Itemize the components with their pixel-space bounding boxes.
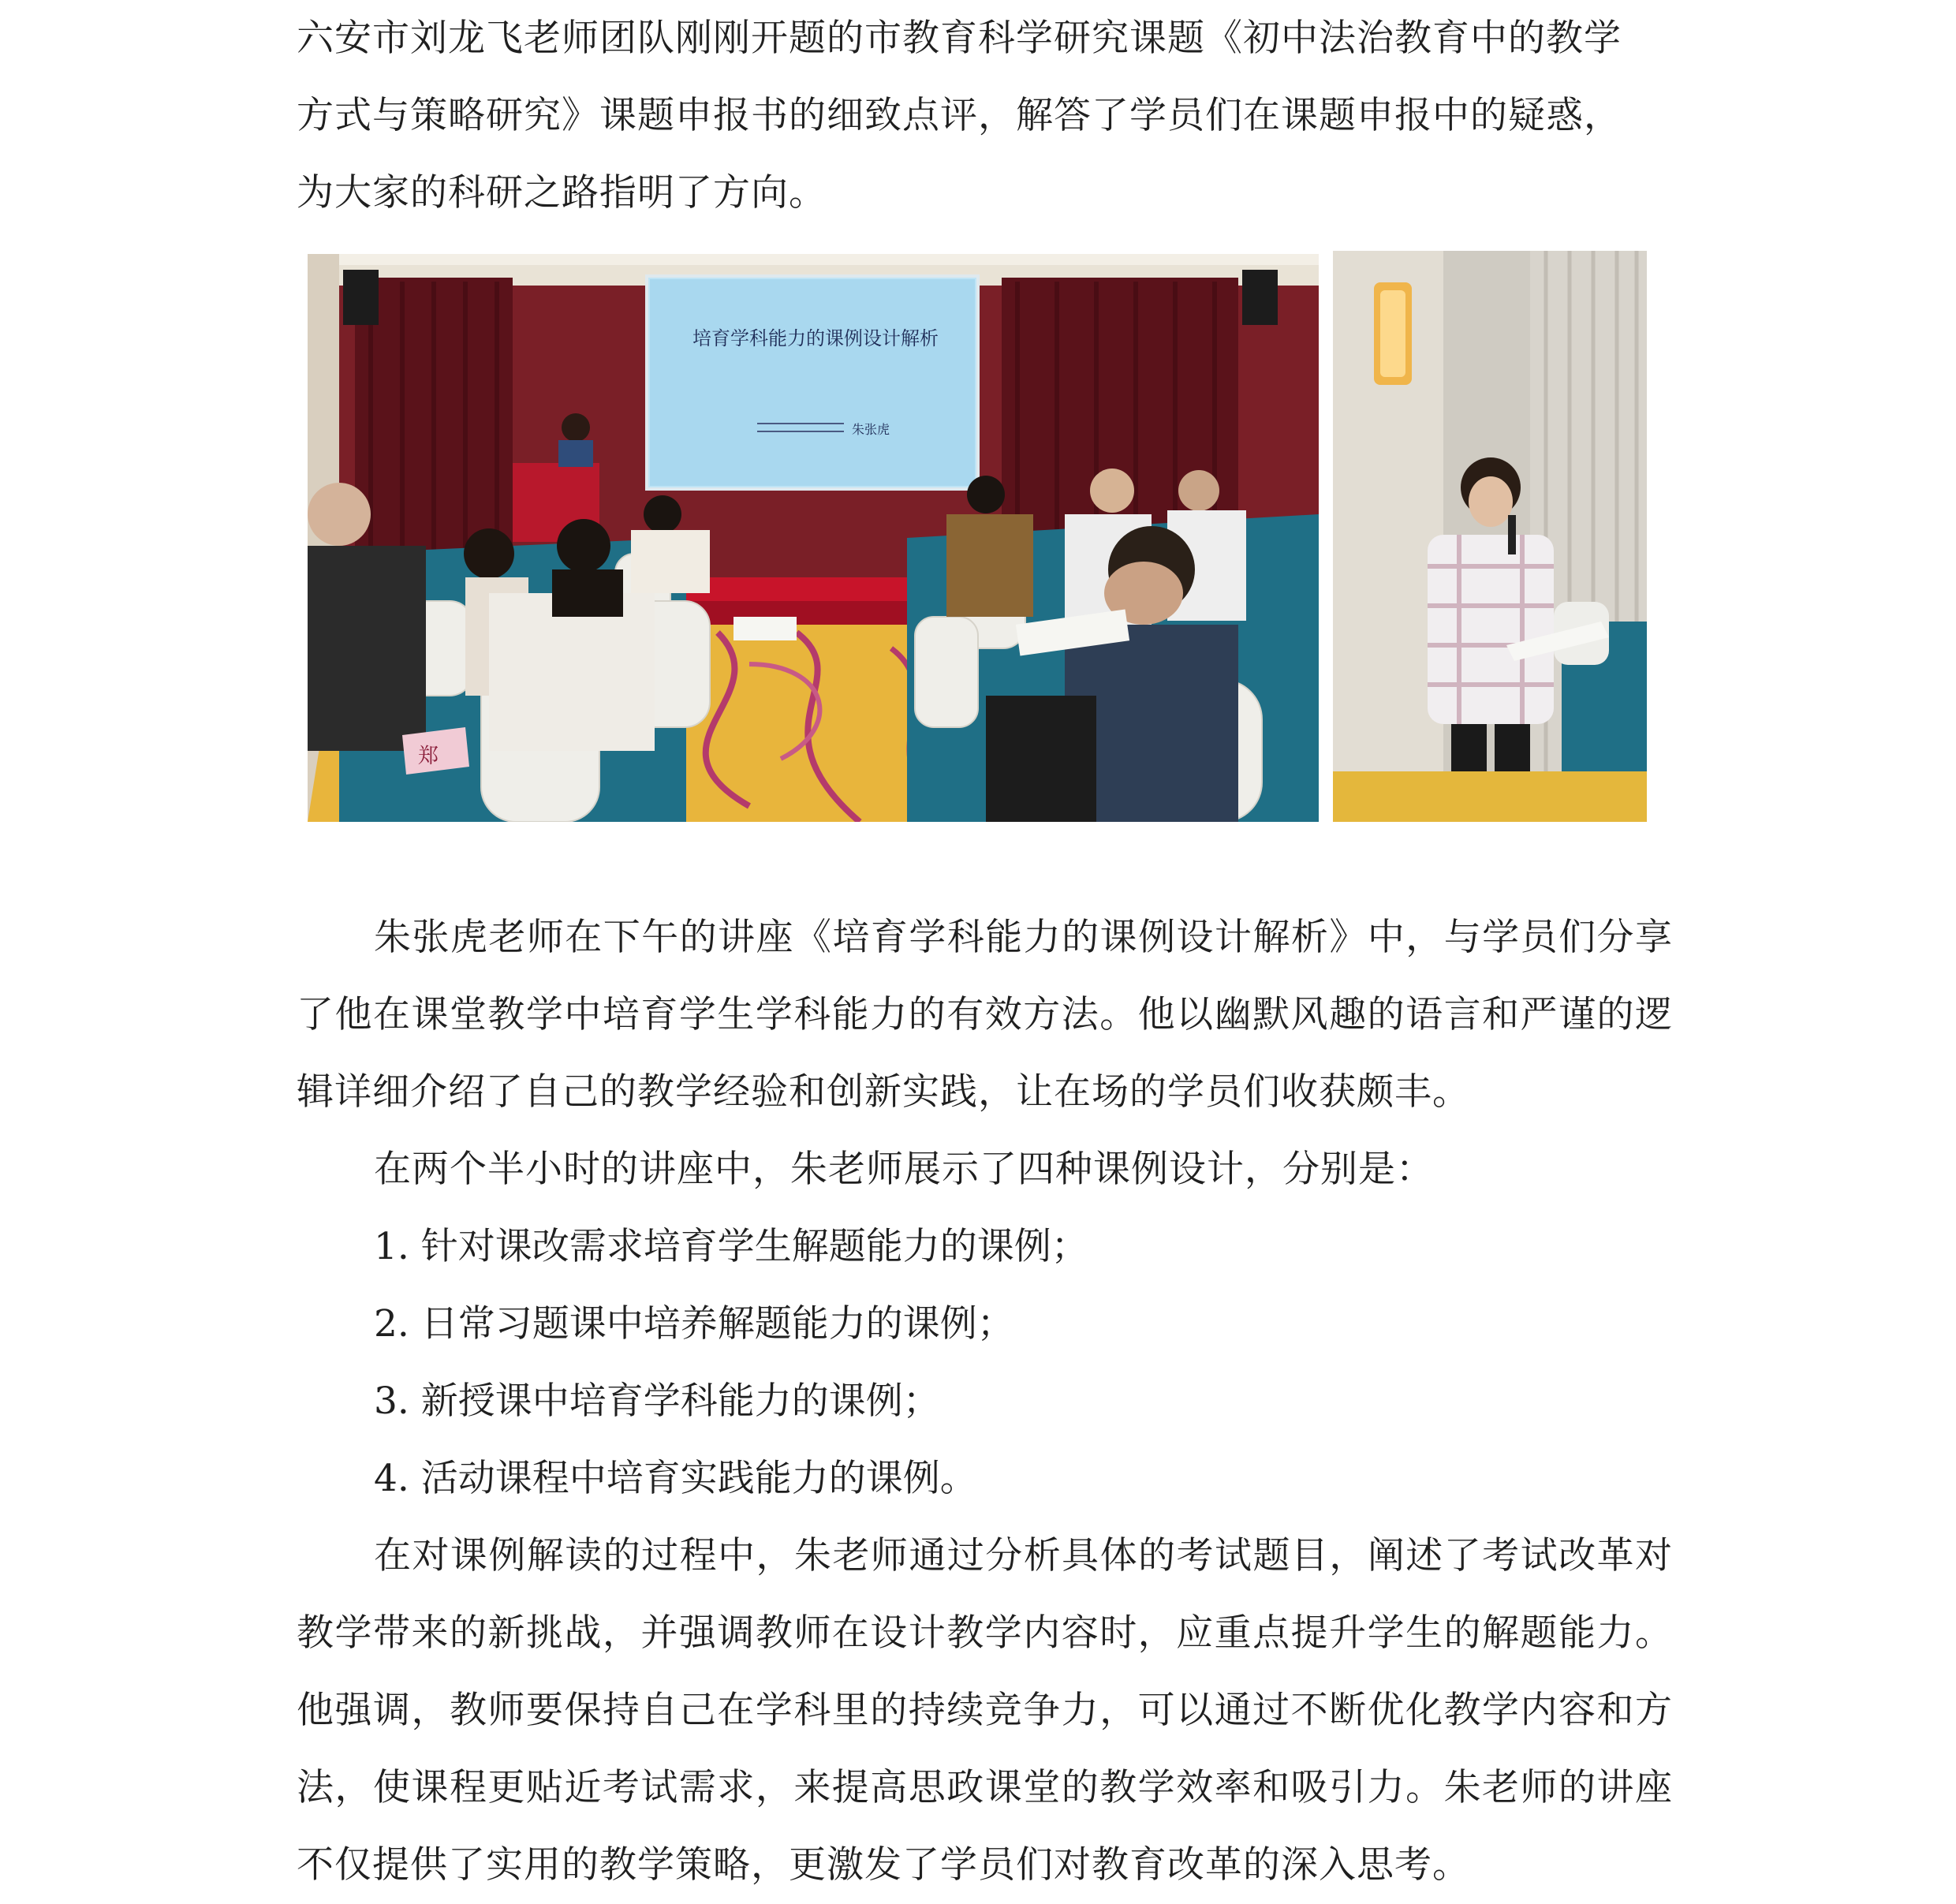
- speaker-photo: [1333, 251, 1647, 822]
- paragraph-intro-line-2: 方式与策略研究》课题申报书的细致点评，解答了学员们在课题申报中的疑惑，: [297, 94, 1622, 137]
- paragraph-lecture-summary: 朱张虎老师在下午的讲座《培育学科能力的课例设计解析》中，与学员们分享了他在课堂教学中培育学生学科能力的有效方法。他以幽默风趣的语言和严谨的逻辑详细介绍了自己的教学经验和创新实践，让在场的学员们收获颇丰。: [297, 916, 1673, 1114]
- lecture-hall-photo: [308, 254, 1319, 822]
- list-item-1: 1. 针对课改需求培育学生解题能力的课例；: [374, 1225, 1088, 1268]
- list-item-2: 2. 日常习题课中培养解题能力的课例；: [374, 1302, 1014, 1346]
- paragraph-list-intro: 在两个半小时的讲座中，朱老师展示了四种课例设计，分别是：: [374, 1148, 1434, 1191]
- list-item-3: 3. 新授课中培育学科能力的课例；: [374, 1379, 940, 1423]
- name-card-text: 郑: [418, 745, 439, 768]
- paragraph-intro-line-3: 为大家的科研之路指明了方向。: [297, 171, 827, 215]
- slide-author: 朱张虎: [852, 422, 890, 437]
- list-item-4: 4. 活动课程中培育实践能力的课例。: [374, 1457, 977, 1500]
- paragraph-intro-line-1: 六安市刘龙飞老师团队刚刚开题的市教育科学研究课题《初中法治教育中的教学: [297, 17, 1622, 60]
- paragraph-lecture-analysis: 在对课例解读的过程中，朱老师通过分析具体的考试题目，阐述了考试改革对教学带来的新挑战，并强调教师在设计教学内容时，应重点提升学生的解题能力。他强调，教师要保持自己在学科里的持续竞争力，可以通过不断优化教学内容和方法，使课程更贴近考试需求，来提高思政课堂的教学效率和吸引力。朱老师的讲座不仅提供了实用的教学策略，更激发了学员们对教育改革的深入思考。: [297, 1534, 1673, 1887]
- slide-title: 培育学科能力的课例设计解析: [692, 327, 939, 349]
